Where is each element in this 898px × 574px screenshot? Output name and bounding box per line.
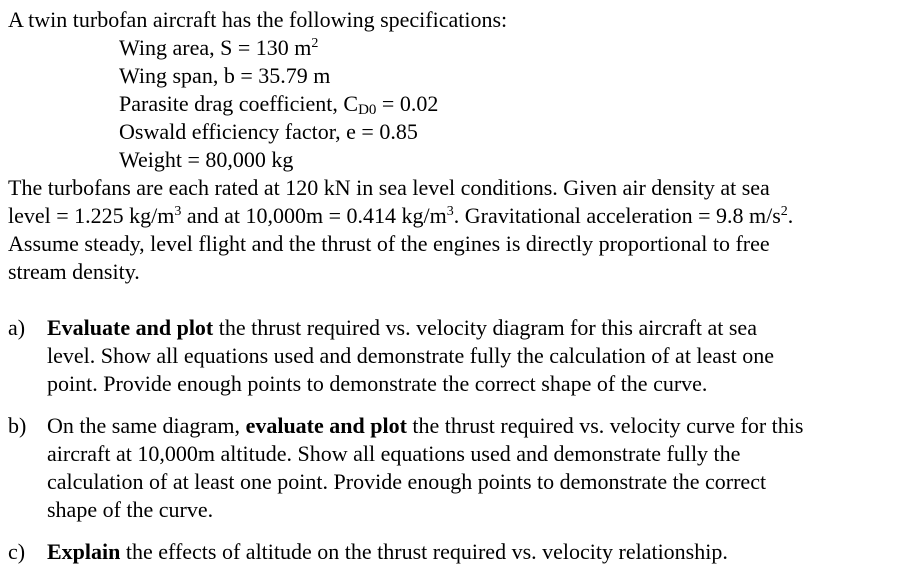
spec-parasite-drag [119,90,438,121]
spec-wing-area-label: Wing area, S = 130 m [119,35,312,60]
question-a-label: a) [8,315,26,340]
spec-parasite-drag-subscript: D0 [358,102,377,118]
paragraph-line-2-b: and at 10,000m = 0.414 kg/m [181,203,447,228]
question-a-line-3: point. Provide enough points to demonstrate the correct shape of the curve. [47,371,708,396]
question-b-bold: evaluate and plot [245,413,407,438]
question-a-line-1 [47,314,757,342]
gravity-exponent: 2 [780,204,788,219]
spec-wing-span: Wing span, b = 35.79 m [119,63,331,88]
question-c-label: c) [8,539,26,564]
question-b-line-3: calculation of at least one point. Provide enough points to demonstrate the correct [47,469,767,494]
spec-parasite-drag-value: = 0.02 [376,91,439,116]
question-c-line-1-rest: the effects of altitude on the thrust required vs. velocity relationship. [120,539,728,564]
question-c-line-1 [47,538,728,566]
spec-parasite-drag-label: Parasite drag coefficient, C [119,91,359,116]
spec-oswald: Oswald efficiency factor, e = 0.85 [119,119,418,144]
paragraph-line-2-c: . Gravitational acceleration = 9.8 m/s [453,203,781,228]
spec-weight: Weight = 80,000 kg [119,147,294,172]
question-a-line-1-rest: the thrust required vs. velocity diagram for this aircraft at sea [213,315,757,340]
paragraph-line-2-a: level = 1.225 kg/m [8,203,175,228]
question-c-bold: Explain [47,539,121,564]
question-b-line-1-rest: the thrust required vs. velocity curve for this [406,413,804,438]
paragraph-line-2-d: . [787,203,794,228]
question-a-line-2: level. Show all equations used and demonstrate fully the calculation of at least one [47,343,775,368]
question-b-line-2: aircraft at 10,000m altitude. Show all equations used and demonstrate fully the [47,441,741,466]
question-a-bold: Evaluate and plot [47,315,214,340]
question-b-label: b) [8,413,27,438]
intro-text: A twin turbofan aircraft has the following specifications: [8,7,508,32]
density-exponent-sea-level: 3 [174,204,182,219]
question-b-line-4: shape of the curve. [47,497,214,522]
paragraph-line-3: Assume steady, level flight and the thrust of the engines is directly proportional to free [8,231,770,256]
density-exponent-altitude: 3 [446,204,454,219]
question-b-line-1 [47,412,803,440]
question-b-line-1-pre: On the same diagram, [47,413,246,438]
spec-wing-area-exponent: 2 [311,36,319,51]
paragraph-line-1: The turbofans are each rated at 120 kN in sea level conditions. Given air density at sea [8,175,770,200]
paragraph-line-4: stream density. [8,259,140,284]
